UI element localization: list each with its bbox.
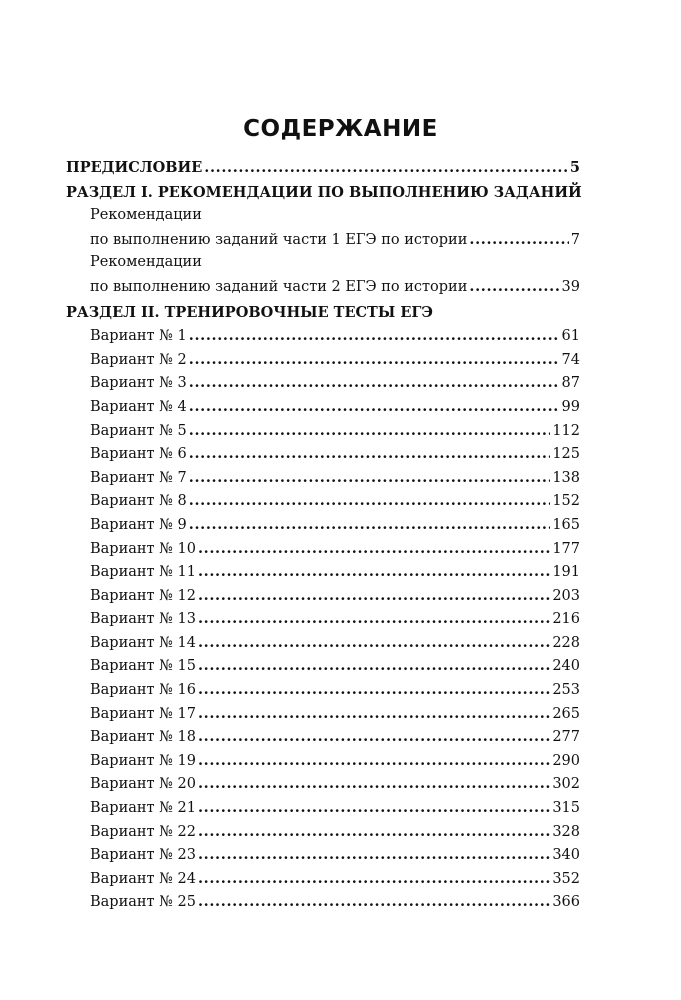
toc-entry-label: ПРЕДИСЛОВИЕ bbox=[66, 159, 203, 176]
section-title: РАЗДЕЛ II. ТРЕНИРОВОЧНЫЕ ТЕСТЫ ЕГЭ bbox=[66, 303, 433, 321]
table-of-contents bbox=[66, 156, 580, 914]
toc-entry-page: 315 bbox=[552, 800, 580, 817]
toc-entry-variant[interactable] bbox=[66, 654, 580, 678]
toc-entry-label: Вариант № 23 bbox=[90, 847, 196, 864]
toc-entry-variant[interactable] bbox=[66, 395, 580, 419]
toc-entry-variant[interactable] bbox=[66, 607, 580, 631]
toc-entry-label: Вариант № 1 bbox=[90, 328, 187, 345]
toc-entry-variant[interactable] bbox=[66, 348, 580, 372]
toc-entry-label: Рекомендации bbox=[90, 254, 202, 271]
dot-leader bbox=[198, 702, 550, 727]
toc-entry-variant[interactable] bbox=[66, 890, 580, 914]
toc-entry-page: 340 bbox=[552, 847, 580, 864]
toc-entry-variant[interactable] bbox=[66, 820, 580, 844]
toc-entry-label: Вариант № 19 bbox=[90, 752, 196, 769]
toc-entry-page: 366 bbox=[552, 894, 580, 911]
dot-leader bbox=[198, 584, 550, 609]
toc-entry-page: 277 bbox=[552, 729, 580, 746]
dot-leader bbox=[189, 395, 560, 420]
toc-entry-recommendations-part1[interactable] bbox=[66, 228, 580, 252]
toc-entry-variant[interactable] bbox=[66, 796, 580, 820]
dot-leader bbox=[198, 725, 550, 750]
toc-entry-variant[interactable] bbox=[66, 749, 580, 773]
toc-entry-page: 352 bbox=[552, 870, 580, 887]
toc-entry-recommendations-part1-heading[interactable] bbox=[66, 204, 580, 228]
toc-entry-page: 302 bbox=[552, 776, 580, 793]
dot-leader bbox=[198, 772, 550, 797]
dot-leader bbox=[198, 607, 550, 632]
toc-entry-label: Вариант № 7 bbox=[90, 469, 187, 486]
toc-entry-page: 74 bbox=[561, 351, 580, 368]
toc-entry-label: Вариант № 13 bbox=[90, 611, 196, 628]
toc-entry-label: Вариант № 24 bbox=[90, 870, 196, 887]
toc-entry-page: 228 bbox=[552, 634, 580, 651]
toc-entry-label: Вариант № 10 bbox=[90, 540, 196, 557]
dot-leader bbox=[198, 796, 550, 821]
dot-leader bbox=[198, 749, 550, 774]
toc-entry-variant[interactable] bbox=[66, 725, 580, 749]
toc-entry-page: 216 bbox=[552, 611, 580, 628]
toc-entry-label: по выполнению заданий части 1 ЕГЭ по истории bbox=[90, 231, 468, 248]
toc-entry-variant[interactable] bbox=[66, 560, 580, 584]
toc-entry-label: Вариант № 5 bbox=[90, 422, 187, 439]
toc-entry-page: 253 bbox=[552, 682, 580, 699]
toc-entry-variant[interactable] bbox=[66, 442, 580, 466]
toc-entry-label: Рекомендации bbox=[90, 207, 202, 224]
toc-entry-recommendations-part2[interactable] bbox=[66, 275, 580, 299]
dot-leader bbox=[189, 419, 551, 444]
toc-entry-variant[interactable] bbox=[66, 702, 580, 726]
toc-entry-variant[interactable] bbox=[66, 419, 580, 443]
dot-leader bbox=[198, 631, 550, 656]
toc-entry-page: 191 bbox=[552, 564, 580, 581]
dot-leader bbox=[198, 820, 550, 845]
toc-entry-label: Вариант № 15 bbox=[90, 658, 196, 675]
dot-leader bbox=[189, 466, 551, 491]
dot-leader bbox=[198, 560, 550, 585]
toc-entry-label: по выполнению заданий части 2 ЕГЭ по истории bbox=[90, 278, 468, 295]
toc-entry-variant[interactable] bbox=[66, 843, 580, 867]
toc-entry-label: Вариант № 9 bbox=[90, 516, 187, 533]
variant-list bbox=[66, 324, 580, 914]
toc-entry-label: Вариант № 14 bbox=[90, 634, 196, 651]
toc-entry-page: 61 bbox=[561, 328, 580, 345]
dot-leader bbox=[198, 678, 550, 703]
toc-entry-label: Вариант № 20 bbox=[90, 776, 196, 793]
section-heading-1 bbox=[66, 181, 580, 205]
toc-entry-label: Вариант № 21 bbox=[90, 800, 196, 817]
toc-entry-label: Вариант № 17 bbox=[90, 705, 196, 722]
toc-entry-variant[interactable] bbox=[66, 537, 580, 561]
toc-entry-variant[interactable] bbox=[66, 489, 580, 513]
toc-entry-label: Вариант № 8 bbox=[90, 493, 187, 510]
dot-leader bbox=[189, 324, 560, 349]
toc-entry-label: Вариант № 2 bbox=[90, 351, 187, 368]
dot-leader bbox=[189, 348, 560, 373]
dot-leader bbox=[189, 489, 551, 514]
toc-entry-variant[interactable] bbox=[66, 772, 580, 796]
toc-entry-page: 87 bbox=[561, 375, 580, 392]
toc-entry-page: 7 bbox=[570, 231, 580, 248]
dot-leader bbox=[189, 371, 560, 396]
toc-entry-page: 290 bbox=[552, 752, 580, 769]
toc-entry-variant[interactable] bbox=[66, 324, 580, 348]
toc-entry-preface[interactable] bbox=[66, 156, 580, 180]
dot-leader bbox=[204, 156, 568, 180]
toc-entry-page: 125 bbox=[552, 446, 580, 463]
toc-entry-variant[interactable] bbox=[66, 513, 580, 537]
toc-entry-page: 152 bbox=[552, 493, 580, 510]
dot-leader bbox=[198, 537, 550, 562]
toc-entry-page: 5 bbox=[569, 159, 580, 176]
section-heading-2 bbox=[66, 301, 580, 325]
toc-entry-label: Вариант № 25 bbox=[90, 894, 196, 911]
toc-entry-label: Вариант № 18 bbox=[90, 729, 196, 746]
toc-entry-page: 112 bbox=[552, 422, 580, 439]
dot-leader bbox=[198, 654, 550, 679]
toc-entry-variant[interactable] bbox=[66, 867, 580, 891]
dot-leader bbox=[198, 890, 550, 915]
toc-entry-label: Вариант № 16 bbox=[90, 682, 196, 699]
section-title: РАЗДЕЛ I. РЕКОМЕНДАЦИИ ПО ВЫПОЛНЕНИЮ ЗАДАНИЙ bbox=[66, 183, 582, 201]
toc-entry-variant[interactable] bbox=[66, 466, 580, 490]
page-title: СОДЕРЖАНИЕ bbox=[243, 116, 438, 142]
toc-entry-page: 328 bbox=[552, 823, 580, 840]
toc-entry-label: Вариант № 4 bbox=[90, 398, 187, 415]
toc-entry-page: 265 bbox=[552, 705, 580, 722]
toc-entry-variant[interactable] bbox=[66, 678, 580, 702]
toc-entry-label: Вариант № 6 bbox=[90, 446, 187, 463]
dot-leader bbox=[198, 843, 550, 868]
toc-entry-page: 240 bbox=[552, 658, 580, 675]
dot-leader bbox=[469, 228, 568, 253]
toc-entry-recommendations-part2-heading[interactable] bbox=[66, 251, 580, 275]
toc-entry-page: 138 bbox=[552, 469, 580, 486]
toc-entry-page: 203 bbox=[552, 587, 580, 604]
dot-leader bbox=[469, 275, 559, 300]
toc-entry-variant[interactable] bbox=[66, 371, 580, 395]
toc-entry-label: Вариант № 11 bbox=[90, 564, 196, 581]
toc-entry-page: 39 bbox=[561, 278, 580, 295]
toc-entry-label: Вариант № 12 bbox=[90, 587, 196, 604]
toc-entry-label: Вариант № 22 bbox=[90, 823, 196, 840]
toc-entry-page: 177 bbox=[552, 540, 580, 557]
toc-entry-label: Вариант № 3 bbox=[90, 375, 187, 392]
dot-leader bbox=[198, 867, 550, 892]
toc-entry-variant[interactable] bbox=[66, 631, 580, 655]
dot-leader bbox=[189, 442, 551, 467]
toc-entry-page: 99 bbox=[561, 398, 580, 415]
dot-leader bbox=[189, 513, 551, 538]
toc-entry-page: 165 bbox=[552, 516, 580, 533]
toc-entry-variant[interactable] bbox=[66, 584, 580, 608]
